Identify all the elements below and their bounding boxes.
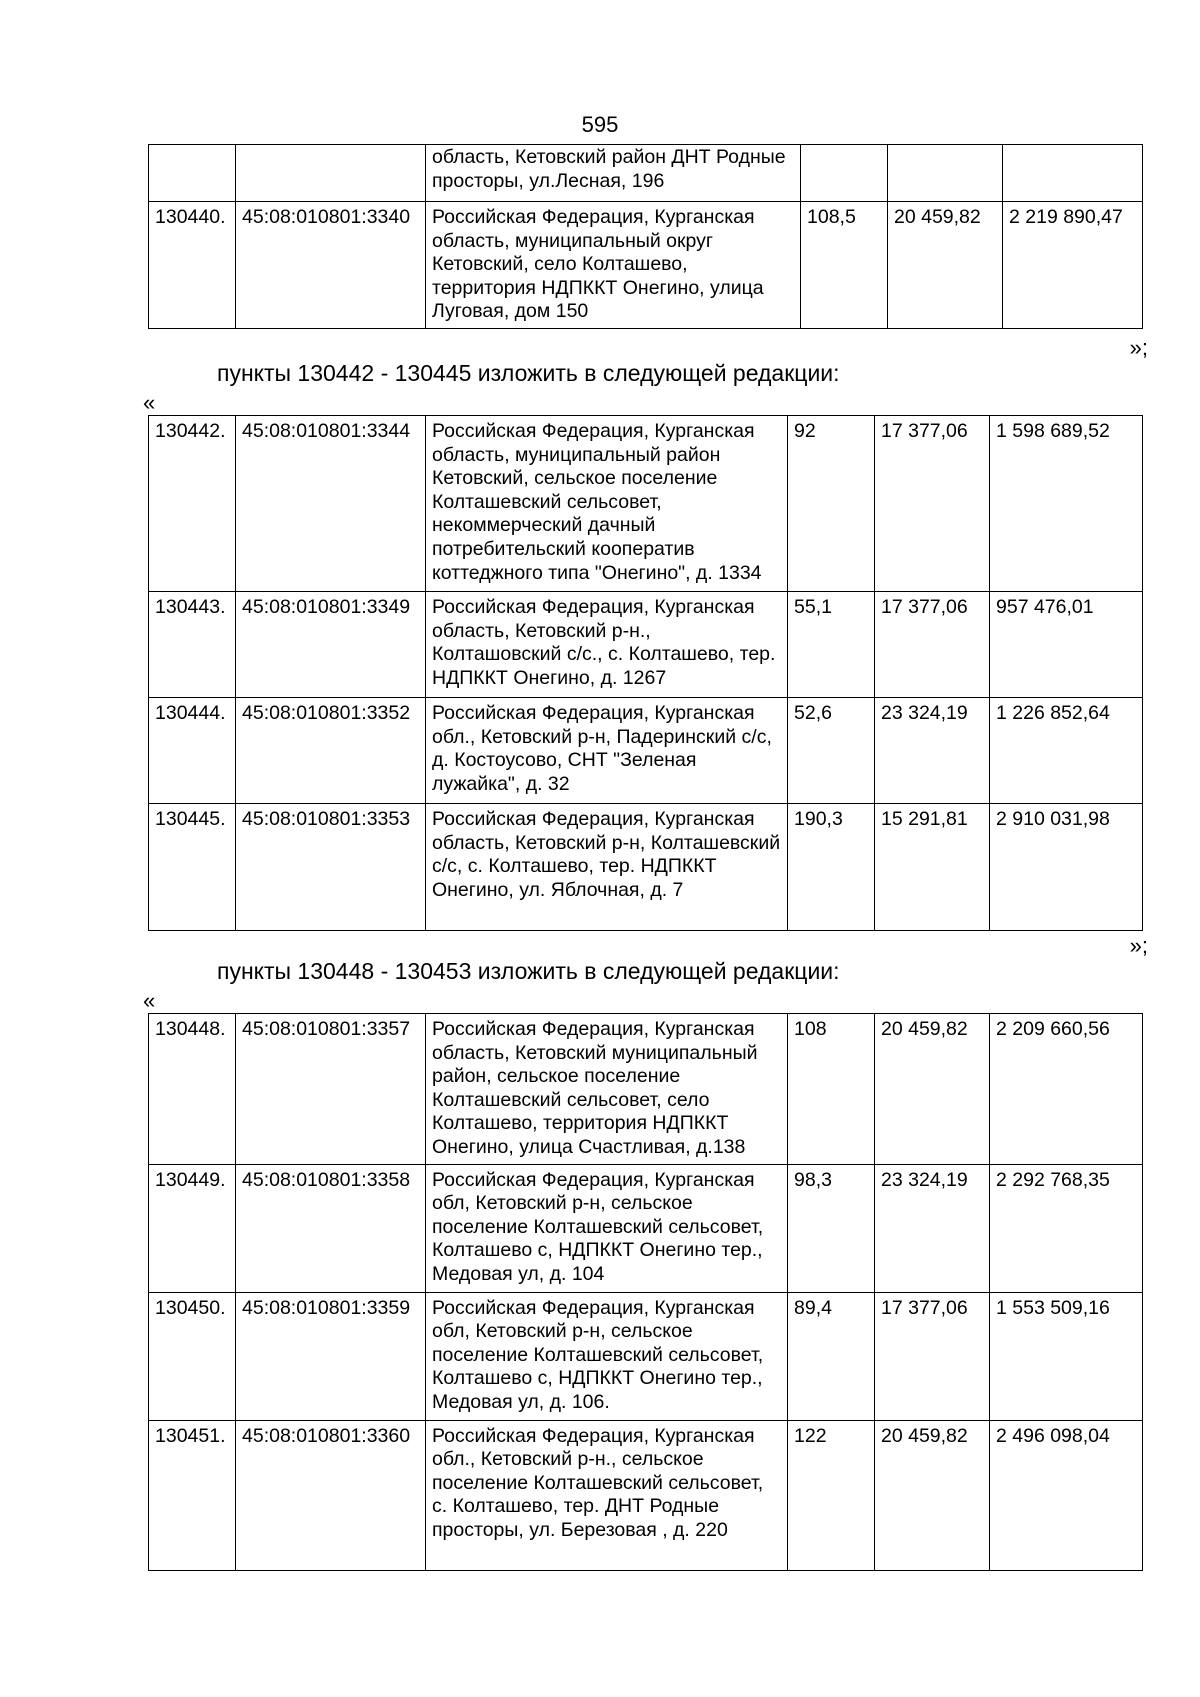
table-row [149,1164,1143,1292]
address: Российская Федерация, Курганская обл., Кетовский р-н., сельское поселение Колташевский сельсовет, с. Колташево, тер. ДНТ Родные просторы, ул. Березовая , д. 220 [426,1420,788,1570]
row-number: 130443. [149,592,236,698]
unit-price [888,145,1003,202]
opening-quote: « [143,390,156,415]
address: Российская Федерация, Курганская область, Кетовский р-н., Колташовский с/с., с. Колташево, тер. НДПККТ Онегино, д. 1267 [426,592,788,698]
cadastral-number: 45:08:010801:3340 [236,202,426,329]
total-value: 957 476,01 [990,592,1143,698]
area: 89,4 [788,1292,875,1420]
cadastral-number: 45:08:010801:3358 [236,1164,426,1292]
total-value: 2 496 098,04 [990,1420,1143,1570]
total-value: 2 910 031,98 [990,804,1143,931]
table-row [149,592,1143,698]
total-value: 1 226 852,64 [990,698,1143,804]
table-row [149,1420,1143,1570]
table-row [149,145,1143,202]
cadastral-number: 45:08:010801:3344 [236,416,426,592]
area: 122 [788,1420,875,1570]
total-value: 1 598 689,52 [990,416,1143,592]
area: 108,5 [801,202,888,329]
area: 52,6 [788,698,875,804]
cadastral-number: 45:08:010801:3349 [236,592,426,698]
address: Российская Федерация, Курганская обл, Кетовский р-н, сельское поселение Колташевский сельсовет, Колташево с, НДПККТ Онегино тер., Медовая ул, д. 106. [426,1292,788,1420]
table-row [149,804,1143,931]
unit-price: 23 324,19 [875,698,990,804]
row-number: 130448. [149,1014,236,1165]
unit-price: 17 377,06 [875,1292,990,1420]
address: Российская Федерация, Курганская область, муниципальный район Кетовский, сельское поселение Колташевский сельсовет, некоммерческий дачный потребительский кооператив коттеджного типа "Онегино", д. 1334 [426,416,788,592]
unit-price: 20 459,82 [875,1014,990,1165]
table-row [149,1292,1143,1420]
address: область, Кетовский район ДНТ Родные просторы, ул.Лесная, 196 [426,145,801,202]
cadastral-number [236,145,426,202]
cadastral-number: 45:08:010801:3352 [236,698,426,804]
area: 190,3 [788,804,875,931]
row-number: 130450. [149,1292,236,1420]
cadastral-number: 45:08:010801:3353 [236,804,426,931]
unit-price: 17 377,06 [875,592,990,698]
unit-price: 20 459,82 [888,202,1003,329]
page-number: 595 [581,112,619,137]
closing-quote: »; [1129,335,1148,360]
row-number: 130440. [149,202,236,329]
table-row [149,202,1143,329]
area: 108 [788,1014,875,1165]
amendment-instruction: пункты 130448 - 130453 изложить в следующей редакции: [217,958,840,984]
unit-price: 17 377,06 [875,416,990,592]
address: Российская Федерация, Курганская обл, Кетовский р-н, сельское поселение Колташевский сельсовет, Колташево с, НДПККТ Онегино тер., Медовая ул, д. 104 [426,1164,788,1292]
cadastral-number: 45:08:010801:3357 [236,1014,426,1165]
address: Российская Федерация, Курганская область, муниципальный округ Кетовский, село Колташево, территория НДПККТ Онегино, улица Луговая, дом 150 [426,202,801,329]
property-table-continued [148,144,1143,329]
cadastral-number: 45:08:010801:3359 [236,1292,426,1420]
property-table-section-2 [148,1013,1143,1571]
total-value: 2 292 768,35 [990,1164,1143,1292]
area: 55,1 [788,592,875,698]
area [801,145,888,202]
address: Российская Федерация, Курганская обл., Кетовский р-н, Падеринский с/с, д. Костоусово, СНТ "Зеленая лужайка", д. 32 [426,698,788,804]
row-number [149,145,236,202]
total-value: 1 553 509,16 [990,1292,1143,1420]
row-number: 130442. [149,416,236,592]
total-value: 2 219 890,47 [1003,202,1143,329]
table-row [149,416,1143,592]
address: Российская Федерация, Курганская область, Кетовский р-н, Колташевский с/с, с. Колташево, тер. НДПККТ Онегино, ул. Яблочная, д. 7 [426,804,788,931]
row-number: 130451. [149,1420,236,1570]
property-table-section-1 [148,415,1143,931]
table-row [149,698,1143,804]
unit-price: 15 291,81 [875,804,990,931]
table-row [149,1014,1143,1165]
total-value: 2 209 660,56 [990,1014,1143,1165]
total-value [1003,145,1143,202]
row-number: 130444. [149,698,236,804]
area: 98,3 [788,1164,875,1292]
area: 92 [788,416,875,592]
address: Российская Федерация, Курганская область, Кетовский муниципальный район, сельское поселение Колташевский сельсовет, село Колташево, территория НДПККТ Онегино, улица Счастливая, д.138 [426,1014,788,1165]
row-number: 130449. [149,1164,236,1292]
row-number: 130445. [149,804,236,931]
amendment-instruction: пункты 130442 - 130445 изложить в следующей редакции: [217,360,840,386]
unit-price: 20 459,82 [875,1420,990,1570]
cadastral-number: 45:08:010801:3360 [236,1420,426,1570]
unit-price: 23 324,19 [875,1164,990,1292]
closing-quote: »; [1129,933,1148,958]
opening-quote: « [143,988,156,1013]
